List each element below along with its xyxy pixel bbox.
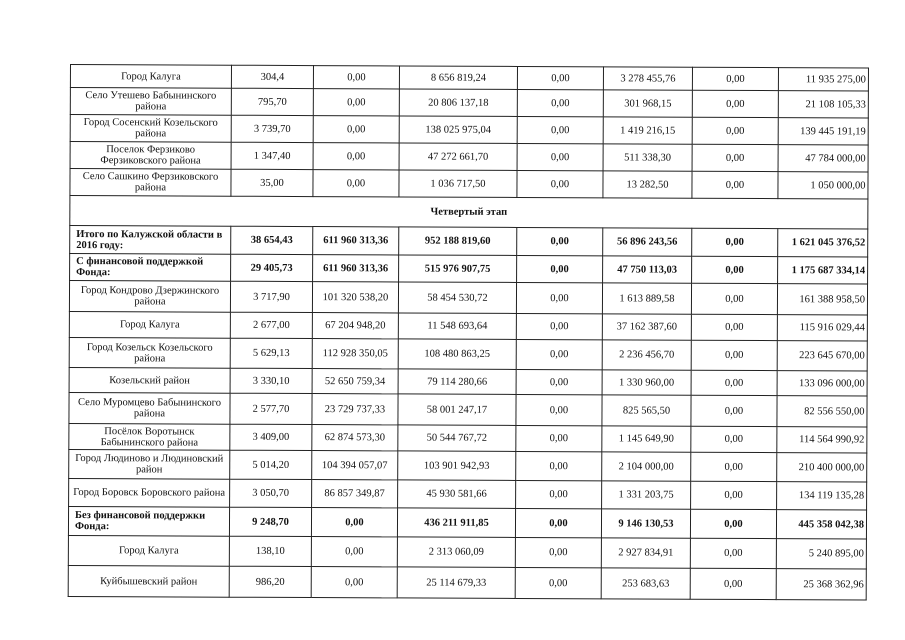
fund-amount-cell: 611 960 313,36 bbox=[313, 255, 399, 282]
fund-amount-cell: 62 874 573,30 bbox=[312, 425, 398, 451]
fund-amount-cell: 0,00 bbox=[311, 537, 397, 567]
other-funds-cell: 0,00 bbox=[691, 426, 777, 452]
table-row bbox=[69, 367, 867, 395]
other-funds-cell: 0,00 bbox=[692, 90, 778, 117]
area-cell: 3 409,00 bbox=[230, 424, 312, 450]
local-budget-cell: 0,00 bbox=[517, 227, 603, 255]
other-funds-cell: 0,00 bbox=[692, 256, 778, 283]
table-row bbox=[69, 281, 867, 315]
table-row bbox=[68, 506, 866, 538]
fund-amount-cell: 23 729 737,33 bbox=[312, 394, 398, 425]
table-row bbox=[69, 478, 867, 509]
row-name-cell: Город Калуга bbox=[70, 65, 231, 89]
stage-header-row bbox=[70, 196, 868, 229]
other-funds-cell: 0,00 bbox=[690, 538, 776, 568]
table-row bbox=[68, 565, 866, 599]
area-cell: 304,4 bbox=[231, 65, 313, 88]
regional-budget-cell: 2 313 060,09 bbox=[397, 537, 515, 568]
row-name-cell: Город Сосенский Козельского района bbox=[70, 115, 231, 143]
local-budget-cell: 0,00 bbox=[517, 116, 603, 143]
total-cell: 114 564 990,92 bbox=[777, 427, 867, 453]
other-funds-cell: 0,00 bbox=[690, 509, 776, 538]
local-budget-cell: 0,00 bbox=[517, 170, 603, 197]
other-funds-cell: 0,00 bbox=[690, 568, 776, 599]
table-row bbox=[70, 142, 868, 172]
total-cell: 1 050 000,00 bbox=[778, 172, 868, 199]
regional-budget-cell: 1 036 717,50 bbox=[399, 170, 517, 198]
other-funds-cell: 0,00 bbox=[692, 144, 778, 171]
row-name-cell: Город Кондрово Дзержинского района bbox=[69, 281, 230, 313]
local-budget-cell: 0,00 bbox=[515, 567, 601, 598]
table-row bbox=[70, 88, 868, 118]
row-name-cell: Без финансовой поддержки Фонда: bbox=[68, 506, 229, 536]
fund-amount-cell: 0,00 bbox=[313, 170, 399, 197]
owners-funds-cell: 253 683,63 bbox=[601, 568, 690, 599]
area-cell: 3 739,70 bbox=[231, 115, 313, 142]
area-cell: 29 405,73 bbox=[231, 254, 313, 281]
total-cell: 161 388 958,50 bbox=[777, 284, 867, 315]
total-cell: 21 108 105,33 bbox=[778, 91, 868, 118]
table-row bbox=[69, 337, 867, 370]
owners-funds-cell: 825 565,50 bbox=[602, 395, 691, 426]
fund-amount-cell: 0,00 bbox=[311, 508, 397, 537]
row-name-cell: Город Боровск Боровского района bbox=[69, 478, 230, 507]
table-row bbox=[70, 65, 868, 91]
regional-budget-cell: 436 211 911,85 bbox=[397, 508, 515, 538]
owners-funds-cell: 1 419 216,15 bbox=[603, 117, 692, 144]
owners-funds-cell: 301 968,15 bbox=[603, 90, 692, 117]
area-cell: 138,10 bbox=[229, 536, 311, 566]
local-budget-cell: 0,00 bbox=[515, 537, 601, 567]
local-budget-cell: 0,00 bbox=[516, 369, 602, 394]
table-row bbox=[69, 311, 867, 340]
regional-budget-cell: 58 001 247,17 bbox=[398, 394, 516, 426]
owners-funds-cell: 13 282,50 bbox=[603, 171, 692, 198]
fund-amount-cell: 86 857 349,87 bbox=[312, 480, 398, 508]
total-cell: 445 358 042,38 bbox=[776, 510, 866, 539]
local-budget-cell: 0,00 bbox=[516, 394, 602, 425]
table-row bbox=[70, 115, 868, 145]
regional-budget-cell: 79 114 280,66 bbox=[398, 369, 516, 395]
owners-funds-cell: 3 278 455,76 bbox=[603, 67, 692, 90]
regional-budget-cell: 58 454 530,72 bbox=[398, 282, 516, 314]
area-cell: 2 577,70 bbox=[230, 393, 312, 424]
budget-table bbox=[68, 64, 869, 600]
owners-funds-cell: 37 162 387,60 bbox=[602, 314, 691, 340]
table-row bbox=[69, 423, 867, 452]
local-budget-cell: 0,00 bbox=[516, 451, 602, 480]
table-row bbox=[70, 254, 868, 284]
row-name-cell: Куйбышевский район bbox=[68, 565, 229, 597]
other-funds-cell: 0,00 bbox=[692, 228, 778, 256]
total-cell: 134 119 135,28 bbox=[777, 482, 867, 510]
other-funds-cell: 0,00 bbox=[691, 314, 777, 340]
table-row bbox=[70, 169, 868, 199]
local-budget-cell: 0,00 bbox=[516, 313, 602, 339]
area-cell: 3 330,10 bbox=[230, 368, 312, 393]
total-cell: 133 096 000,00 bbox=[777, 371, 867, 396]
table-row bbox=[70, 226, 868, 257]
regional-budget-cell: 515 976 907,75 bbox=[399, 255, 517, 283]
other-funds-cell: 0,00 bbox=[691, 370, 777, 395]
row-name-cell: Итого по Калужской области в 2016 году: bbox=[70, 226, 231, 255]
local-budget-cell: 0,00 bbox=[516, 339, 602, 369]
row-name-cell: Город Людиново и Людиновский район bbox=[69, 449, 230, 479]
area-cell: 9 248,70 bbox=[229, 507, 311, 536]
area-cell: 3 717,90 bbox=[230, 281, 312, 312]
other-funds-cell: 0,00 bbox=[691, 481, 777, 509]
row-name-cell: Село Утешево Бабынинского района bbox=[70, 88, 231, 116]
other-funds-cell: 0,00 bbox=[691, 340, 777, 370]
row-name-cell: Город Калуга bbox=[68, 535, 229, 566]
owners-funds-cell: 56 896 243,56 bbox=[603, 228, 692, 256]
regional-budget-cell: 952 188 819,60 bbox=[399, 227, 517, 256]
table-row bbox=[68, 535, 866, 568]
area-cell: 1 347,40 bbox=[231, 142, 313, 169]
local-budget-cell: 0,00 bbox=[516, 480, 602, 508]
area-cell: 3 050,70 bbox=[230, 479, 312, 507]
total-cell: 223 645 670,00 bbox=[777, 341, 867, 371]
regional-budget-cell: 138 025 975,04 bbox=[399, 116, 517, 144]
total-cell: 115 916 029,44 bbox=[777, 315, 867, 341]
other-funds-cell: 0,00 bbox=[692, 171, 778, 198]
area-cell: 38 654,43 bbox=[231, 226, 313, 254]
stage-header-row-group bbox=[70, 196, 868, 229]
regional-budget-cell: 8 656 819,24 bbox=[399, 66, 517, 90]
other-funds-cell: 0,00 bbox=[691, 395, 777, 426]
owners-funds-cell: 2 104 000,00 bbox=[602, 452, 691, 481]
fund-amount-cell: 0,00 bbox=[313, 143, 399, 170]
other-funds-cell: 0,00 bbox=[691, 452, 777, 481]
local-budget-cell: 0,00 bbox=[517, 143, 603, 170]
row-name-cell: Село Сашкино Ферзиковского района bbox=[70, 169, 231, 197]
fund-amount-cell: 101 320 538,20 bbox=[312, 282, 398, 313]
total-cell: 82 556 550,00 bbox=[777, 396, 867, 427]
total-cell: 11 935 275,00 bbox=[778, 68, 868, 91]
other-funds-cell: 0,00 bbox=[692, 67, 778, 90]
fund-amount-cell: 0,00 bbox=[313, 116, 399, 143]
table-body-bottom bbox=[68, 226, 868, 600]
area-cell: 35,00 bbox=[231, 169, 313, 196]
owners-funds-cell: 511 338,30 bbox=[603, 144, 692, 171]
row-name-cell: Посёлок Воротынск Бабынинского района bbox=[69, 423, 230, 450]
area-cell: 2 677,00 bbox=[230, 312, 312, 338]
fund-amount-cell: 67 204 948,20 bbox=[312, 313, 398, 339]
table-body-top bbox=[70, 65, 869, 199]
owners-funds-cell: 9 146 130,53 bbox=[601, 509, 690, 538]
fund-amount-cell: 104 394 057,07 bbox=[312, 451, 398, 480]
total-cell: 5 240 895,00 bbox=[776, 539, 866, 569]
owners-funds-cell: 1 613 889,58 bbox=[602, 283, 691, 314]
fund-amount-cell: 0,00 bbox=[313, 66, 399, 89]
other-funds-cell: 0,00 bbox=[691, 283, 777, 314]
regional-budget-cell: 50 544 767,72 bbox=[398, 425, 516, 452]
regional-budget-cell: 11 548 693,64 bbox=[398, 313, 516, 340]
regional-budget-cell: 108 480 863,25 bbox=[398, 339, 516, 370]
area-cell: 5 014,20 bbox=[230, 450, 312, 479]
regional-budget-cell: 20 806 137,18 bbox=[399, 89, 517, 117]
regional-budget-cell: 45 930 581,66 bbox=[398, 480, 516, 509]
row-name-cell: Город Калуга bbox=[69, 311, 230, 338]
total-cell: 139 445 191,19 bbox=[778, 118, 868, 145]
row-name-cell: Поселок Ферзиково Ферзиковского района bbox=[70, 142, 231, 170]
total-cell: 1 175 687 334,14 bbox=[778, 257, 868, 284]
total-cell: 25 368 362,96 bbox=[776, 569, 866, 600]
owners-funds-cell: 1 145 649,90 bbox=[602, 426, 691, 452]
owners-funds-cell: 2 236 456,70 bbox=[602, 340, 691, 370]
fund-amount-cell: 112 928 350,05 bbox=[312, 339, 398, 369]
row-name-cell: Город Козельск Козельского района bbox=[69, 337, 230, 368]
owners-funds-cell: 1 330 960,00 bbox=[602, 370, 691, 395]
regional-budget-cell: 47 272 661,70 bbox=[399, 143, 517, 171]
fund-amount-cell: 0,00 bbox=[311, 567, 397, 598]
fund-amount-cell: 52 650 759,34 bbox=[312, 369, 398, 394]
local-budget-cell: 0,00 bbox=[516, 425, 602, 451]
area-cell: 795,70 bbox=[231, 88, 313, 115]
total-cell: 47 784 000,00 bbox=[778, 145, 868, 172]
row-name-cell: С финансовой поддержкой Фонда: bbox=[70, 254, 231, 282]
regional-budget-cell: 25 114 679,33 bbox=[397, 567, 515, 599]
local-budget-cell: 0,00 bbox=[517, 66, 603, 89]
table-row bbox=[69, 449, 867, 481]
area-cell: 986,20 bbox=[229, 566, 311, 597]
fund-amount-cell: 611 960 313,36 bbox=[313, 227, 399, 255]
owners-funds-cell: 2 927 834,91 bbox=[601, 538, 690, 568]
local-budget-cell: 0,00 bbox=[517, 255, 603, 282]
other-funds-cell: 0,00 bbox=[692, 117, 778, 144]
table-row bbox=[69, 392, 867, 426]
stage-header: Четвертый этап bbox=[70, 196, 868, 229]
local-budget-cell: 0,00 bbox=[515, 508, 601, 537]
row-name-cell: Село Муромцево Бабынинского района bbox=[69, 392, 230, 424]
total-cell: 1 621 045 376,52 bbox=[778, 229, 868, 257]
local-budget-cell: 0,00 bbox=[517, 89, 603, 116]
area-cell: 5 629,13 bbox=[230, 338, 312, 368]
owners-funds-cell: 47 750 113,03 bbox=[603, 256, 692, 283]
regional-budget-cell: 103 901 942,93 bbox=[398, 451, 516, 481]
owners-funds-cell: 1 331 203,75 bbox=[602, 481, 691, 509]
row-name-cell: Козельский район bbox=[69, 367, 230, 393]
fund-amount-cell: 0,00 bbox=[313, 89, 399, 116]
total-cell: 210 400 000,00 bbox=[777, 453, 867, 482]
local-budget-cell: 0,00 bbox=[516, 282, 602, 313]
